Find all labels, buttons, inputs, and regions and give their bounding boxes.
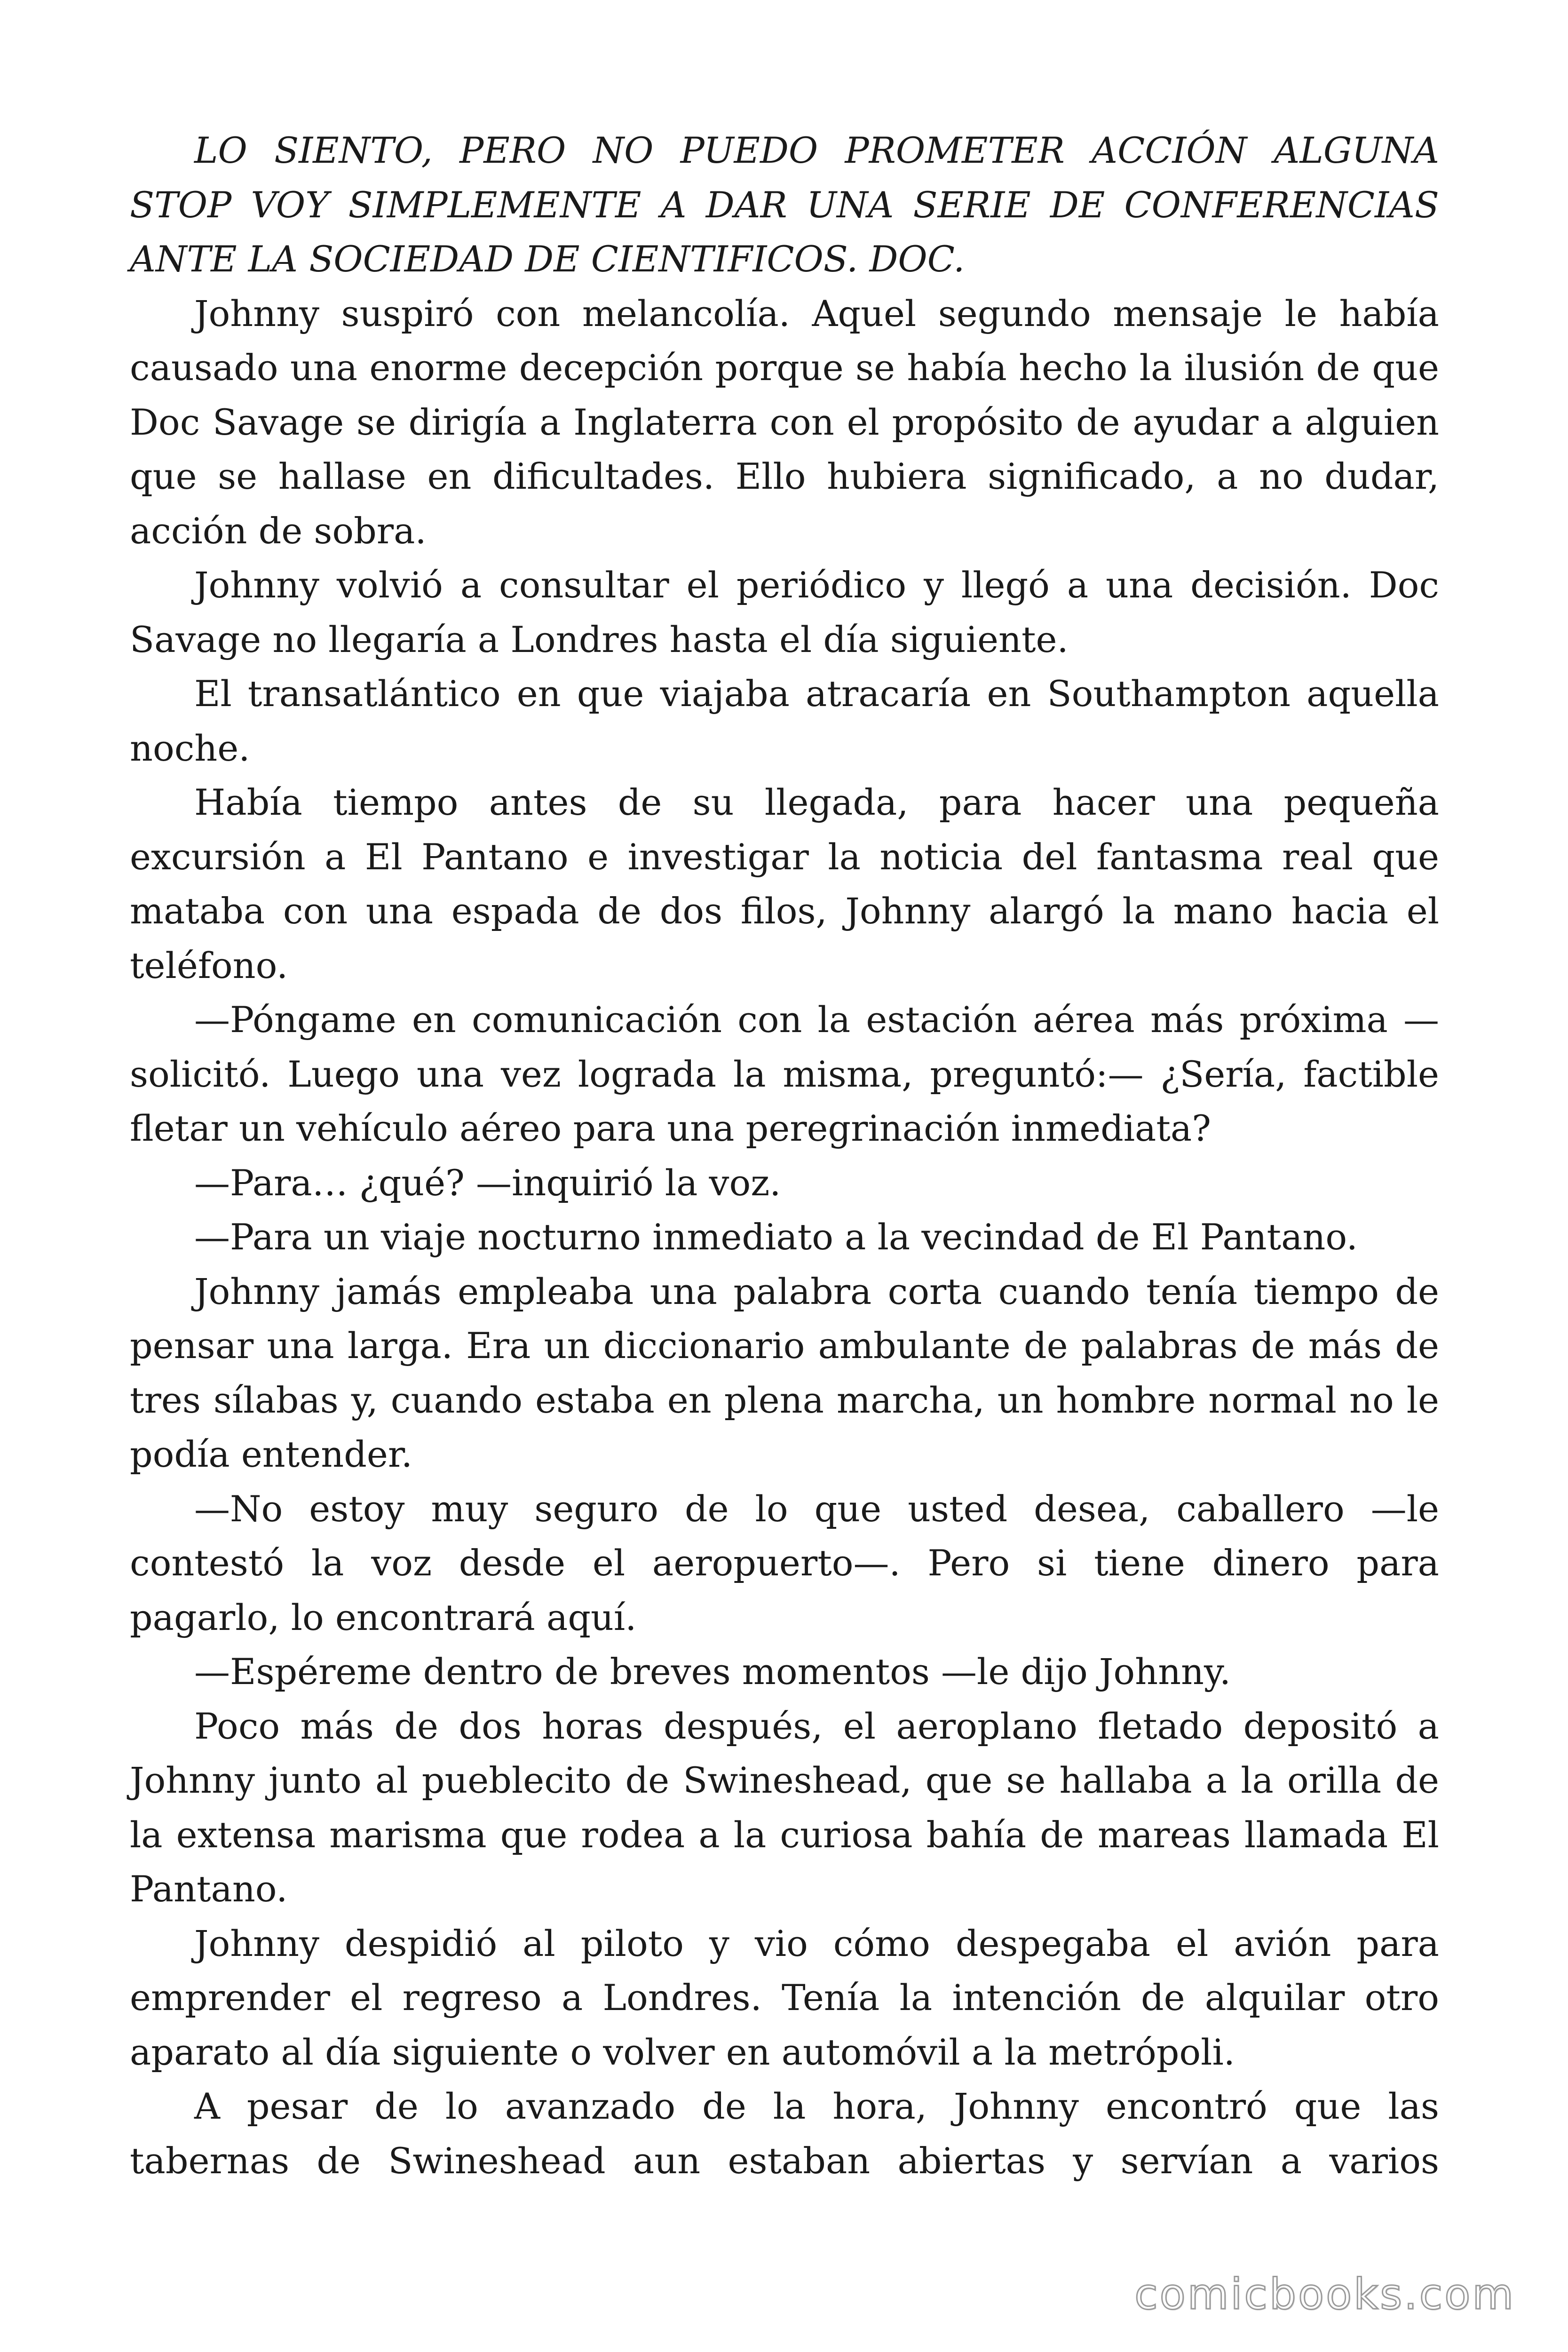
body-text <box>130 123 1439 2188</box>
paragraph: Johnny volvió a consultar el periódico y llegó a una decisión. Doc Savage no llegaría a Londres hasta el día siguiente. <box>130 564 1439 660</box>
paragraph: —Para un viaje nocturno inmediato a la vecindad de El Pantano. <box>194 1216 1358 1258</box>
paragraph: Poco más de dos horas después, el aeroplano fletado depositó a Johnny junto al pueblecito de Swineshead, que se hallaba a la orilla de la extensa marisma que rodea a la curiosa bahía de mareas llamada El Pantano. <box>130 1705 1439 1910</box>
paragraph: El transatlántico en que viajaba atracaría en Southampton aquella noche. <box>130 673 1439 769</box>
telegram-paragraph: LO SIENTO, PERO NO PUEDO PROMETER ACCIÓN ALGUNA STOP VOY SIMPLEMENTE A DAR UNA SERIE DE CONFERENCIAS ANTE LA SOCIEDAD DE CIENTIFICOS. DOC. <box>130 129 1439 280</box>
watermark: comicbooks.com <box>1134 2270 1515 2319</box>
paragraph: Johnny jamás empleaba una palabra corta cuando tenía tiempo de pensar una larga. Era un diccionario ambulante de palabras de más de tres sílabas y, cuando estaba en plena marcha, un hombre normal no le podía entender. <box>130 1270 1439 1475</box>
paragraph: —Para… ¿qué? —inquirió la voz. <box>194 1161 781 1204</box>
paragraph: A pesar de lo avanzado de la hora, Johnny encontró que las tabernas de Swineshead aun estaban abiertas y servían a varios <box>130 2085 1439 2182</box>
paragraph: Johnny suspiró con melancolía. Aquel segundo mensaje le había causado una enorme decepción porque se había hecho la ilusión de que Doc Savage se dirigía a Inglaterra con el propósito de ayudar a alguien que se hallase en dificultades. Ello hubiera significado, a no dudar, acción de sobra. <box>130 292 1439 552</box>
paragraph: —No estoy muy seguro de lo que usted desea, caballero —le contestó la voz desde el aeropuerto—. Pero si tiene dinero para pagarlo, lo encontrará aquí. <box>130 1487 1439 1638</box>
paragraph: —Espéreme dentro de breves momentos —le dijo Johnny. <box>194 1651 1231 1692</box>
paragraph: Había tiempo antes de su llegada, para hacer una pequeña excursión a El Pantano e investigar la noticia del fantasma real que mataba con una espada de dos filos, Johnny alargó la mano hacia el teléfono. <box>130 781 1439 986</box>
paragraph: —Póngame en comunicación con la estación aérea más próxima —solicitó. Luego una vez lograda la misma, preguntó:— ¿Sería, factible fletar un vehículo aéreo para una peregrinación inmediata? <box>130 999 1439 1149</box>
paragraph: Johnny despidió al piloto y vio cómo despegaba el avión para emprender el regreso a Londres. Tenía la intención de alquilar otro aparato al día siguiente o volver en automóvil a la metrópoli. <box>130 1922 1439 2073</box>
